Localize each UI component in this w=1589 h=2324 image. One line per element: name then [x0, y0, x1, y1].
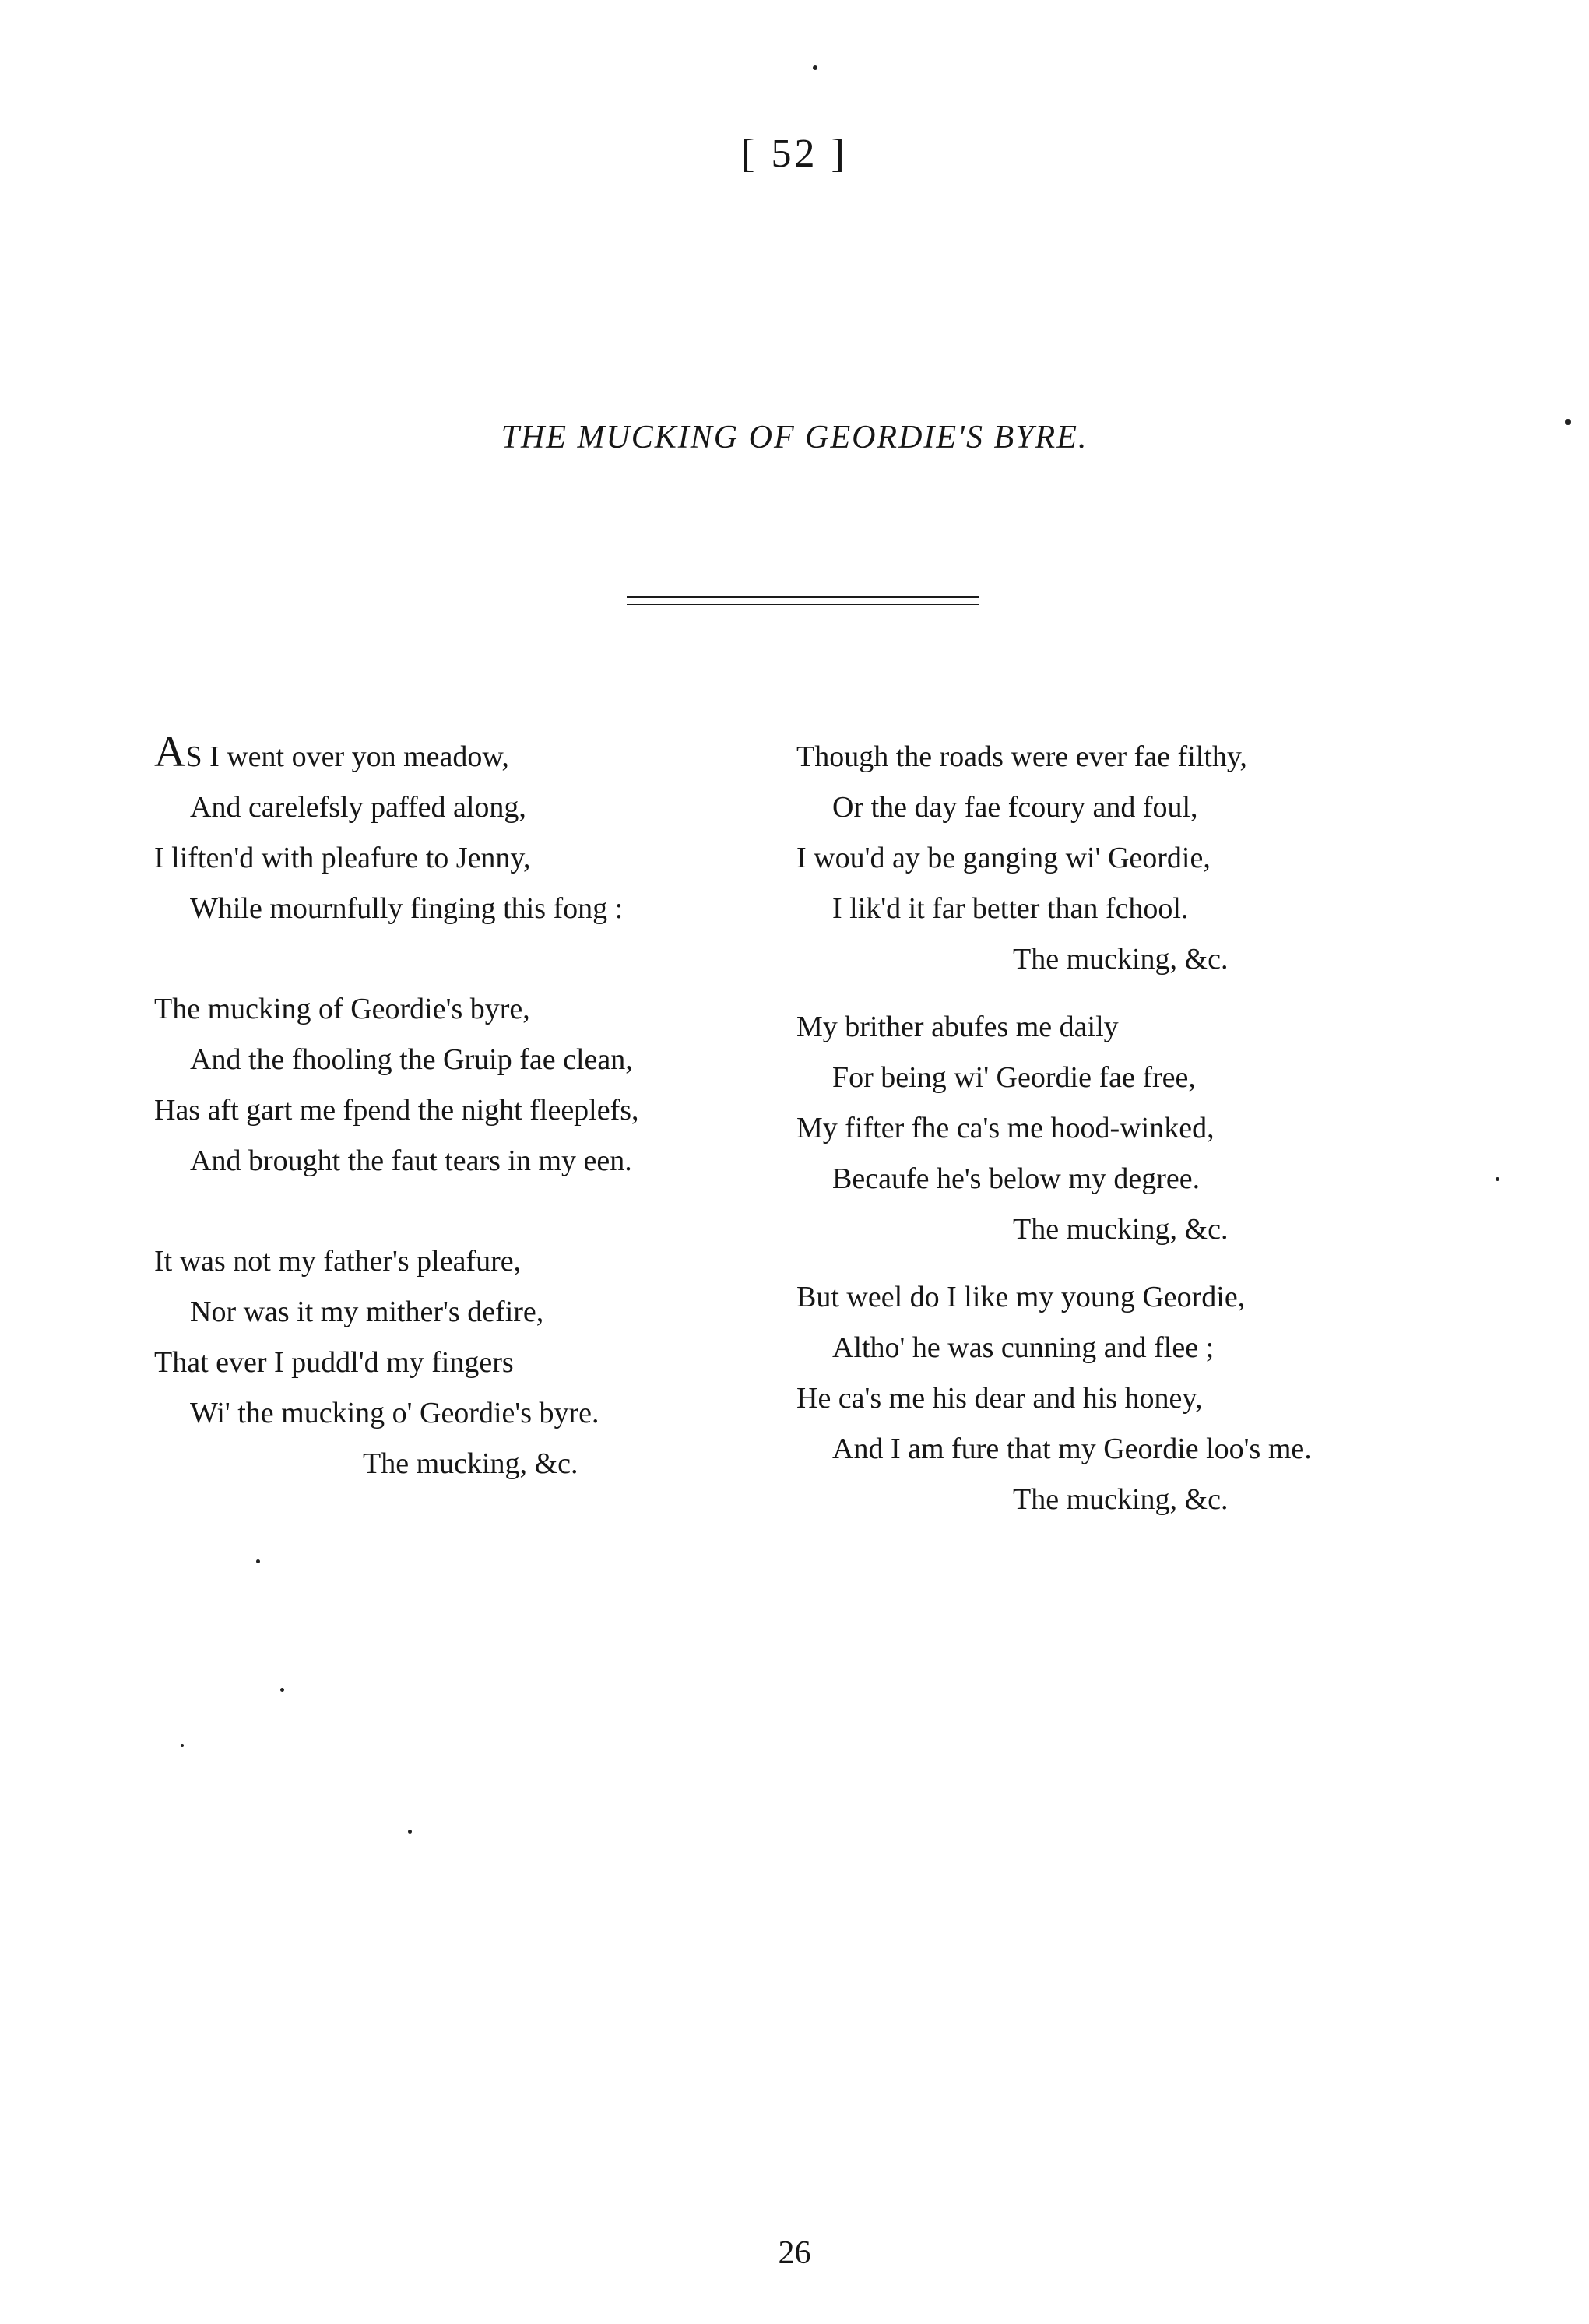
verse-line: It was not my father's pleafure, [154, 1245, 522, 1278]
stanza-left-3 [154, 1236, 746, 1489]
title-divider [627, 596, 979, 605]
stanza-right-2 [796, 1002, 1435, 1255]
verse-line: While mournfully finging this fong : [190, 892, 624, 925]
chorus-line: The mucking, &c. [363, 1447, 578, 1480]
page-number: [ 52 ] [741, 132, 848, 176]
verse-line [154, 728, 746, 782]
poem-column-left [154, 728, 746, 1489]
scan-speck [280, 1688, 284, 1692]
verse-line: My brither abufes me daily [796, 1011, 1119, 1043]
scan-speck [181, 1744, 184, 1747]
stanza-right-3 [796, 1272, 1435, 1525]
verse-line: Has aft gart me fpend the night fleeplefs, [154, 1094, 639, 1127]
chorus-line: The mucking, &c. [1013, 943, 1229, 976]
poem-column-right [796, 732, 1435, 1525]
chorus-line: The mucking, &c. [1013, 1483, 1229, 1516]
verse-line-text: S I went over yon meadow, [185, 740, 509, 773]
verse-line: And carelefsly paffed along, [190, 791, 526, 824]
scan-speck [256, 1559, 260, 1563]
verse-line: I wou'd ay be ganging wi' Geordie, [796, 842, 1211, 874]
verse-line: That ever I puddl'd my fingers [154, 1346, 514, 1379]
verse-line: And I am fure that my Geordie loo's me. [832, 1433, 1312, 1465]
scan-speck [1496, 1177, 1499, 1181]
verse-line: Altho' he was cunning and flee ; [832, 1331, 1215, 1364]
stanza-left-1 [154, 728, 746, 934]
stanza-left-2 [154, 984, 746, 1187]
verse-line: Though the roads were ever fae filthy, [796, 740, 1247, 773]
verse-line: Nor was it my mither's defire, [190, 1296, 544, 1328]
drop-cap: A [154, 728, 186, 776]
verse-line: The mucking of Geordie's byre, [154, 993, 530, 1025]
verse-line: And brought the faut tears in my een. [190, 1144, 632, 1177]
verse-line: I liften'd with pleafure to Jenny, [154, 842, 531, 874]
verse-line: He ca's me his dear and his honey, [796, 1382, 1203, 1415]
stanza-right-1 [796, 732, 1435, 985]
verse-line: I lik'd it far better than fchool. [832, 892, 1189, 925]
poem-title: THE MUCKING OF GEORDIE'S BYRE. [501, 420, 1088, 455]
verse-line: Wi' the mucking o' Geordie's byre. [190, 1397, 599, 1429]
verse-line: For being wi' Geordie fae free, [832, 1061, 1196, 1094]
verse-line: Becaufe he's below my degree. [832, 1162, 1201, 1195]
verse-line: And the fhooling the Gruip fae clean, [190, 1043, 633, 1076]
page-signature: 26 [778, 2235, 811, 2271]
scan-speck [813, 65, 817, 70]
verse-line: Or the day fae fcoury and foul, [832, 791, 1198, 824]
chorus-line: The mucking, &c. [1013, 1213, 1229, 1246]
scan-speck [408, 1830, 412, 1834]
verse-line: My fifter fhe ca's me hood-winked, [796, 1112, 1215, 1144]
scan-speck [1565, 419, 1571, 425]
verse-line: But weel do I like my young Geordie, [796, 1281, 1246, 1313]
